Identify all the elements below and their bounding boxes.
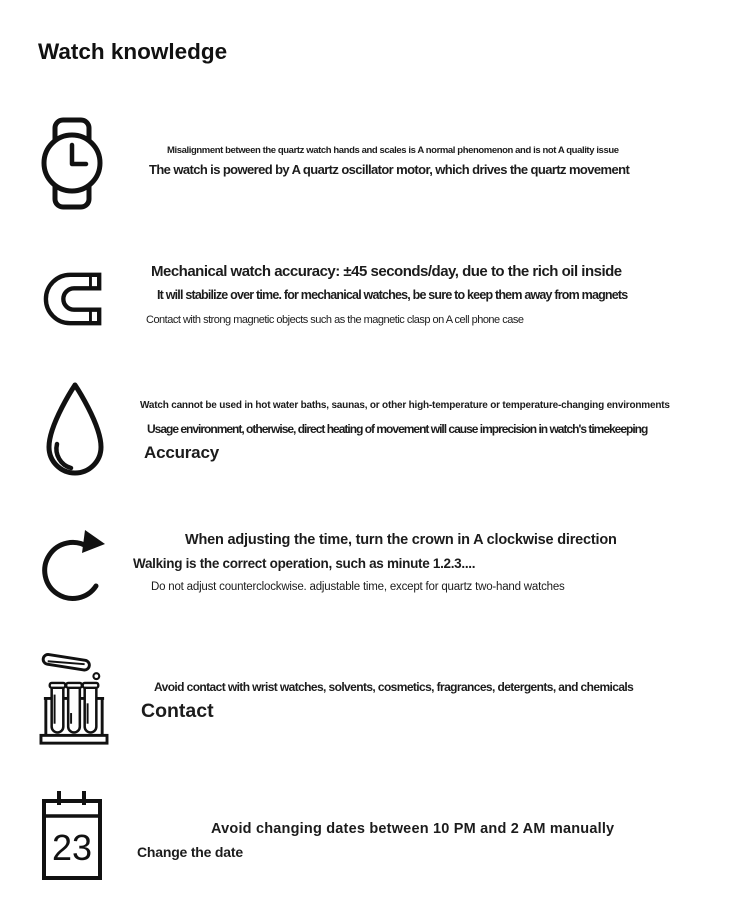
magnet-note-sub: It will stabilize over time. for mechanical watches, be sure to keep them away from magnets xyxy=(157,288,628,302)
test-tubes-icon xyxy=(39,647,109,748)
water-drop-icon xyxy=(42,380,108,479)
quartz-note-small: Misalignment between the quartz watch hands and scales is A normal phenomenon and is not A quality issue xyxy=(167,145,619,156)
wristwatch-icon xyxy=(40,117,104,210)
magnet-note-small: Contact with strong magnetic objects such as the magnetic clasp on A cell phone case xyxy=(146,314,524,326)
calendar-icon xyxy=(40,789,104,882)
crown-note-main: When adjusting the time, turn the crown in A clockwise direction xyxy=(185,532,617,548)
chemicals-note-sub: Avoid contact with wrist watches, solvents, cosmetics, fragrances, detergents, and chemicals xyxy=(154,680,634,694)
water-note-title: Accuracy xyxy=(144,443,219,462)
chemicals-note-title: Contact xyxy=(141,700,214,722)
crown-note-small: Do not adjust counterclockwise. adjustable time, except for quartz two-hand watches xyxy=(151,581,565,593)
clockwise-arrow-icon xyxy=(40,523,110,608)
quartz-note-main: The watch is powered by A quartz oscillator motor, which drives the quartz movement xyxy=(149,162,630,177)
crown-note-sub: Walking is the correct operation, such as minute 1.2.3.... xyxy=(133,556,476,571)
water-note-small: Watch cannot be used in hot water baths, saunas, or other high-temperature or temperature-changing environments xyxy=(140,400,670,411)
date-note-title: Change the date xyxy=(137,844,243,860)
date-note-main: Avoid changing dates between 10 PM and 2 AM manually xyxy=(211,821,615,837)
page-title: Watch knowledge xyxy=(38,39,228,64)
calendar-day-number: 23 xyxy=(51,827,93,868)
magnet-note-main: Mechanical watch accuracy: ±45 seconds/day, due to the rich oil inside xyxy=(151,263,622,280)
water-note-sub: Usage environment, otherwise, direct heating of movement will cause imprecision in watch's timekeeping xyxy=(147,422,648,436)
magnet-icon xyxy=(43,268,105,330)
